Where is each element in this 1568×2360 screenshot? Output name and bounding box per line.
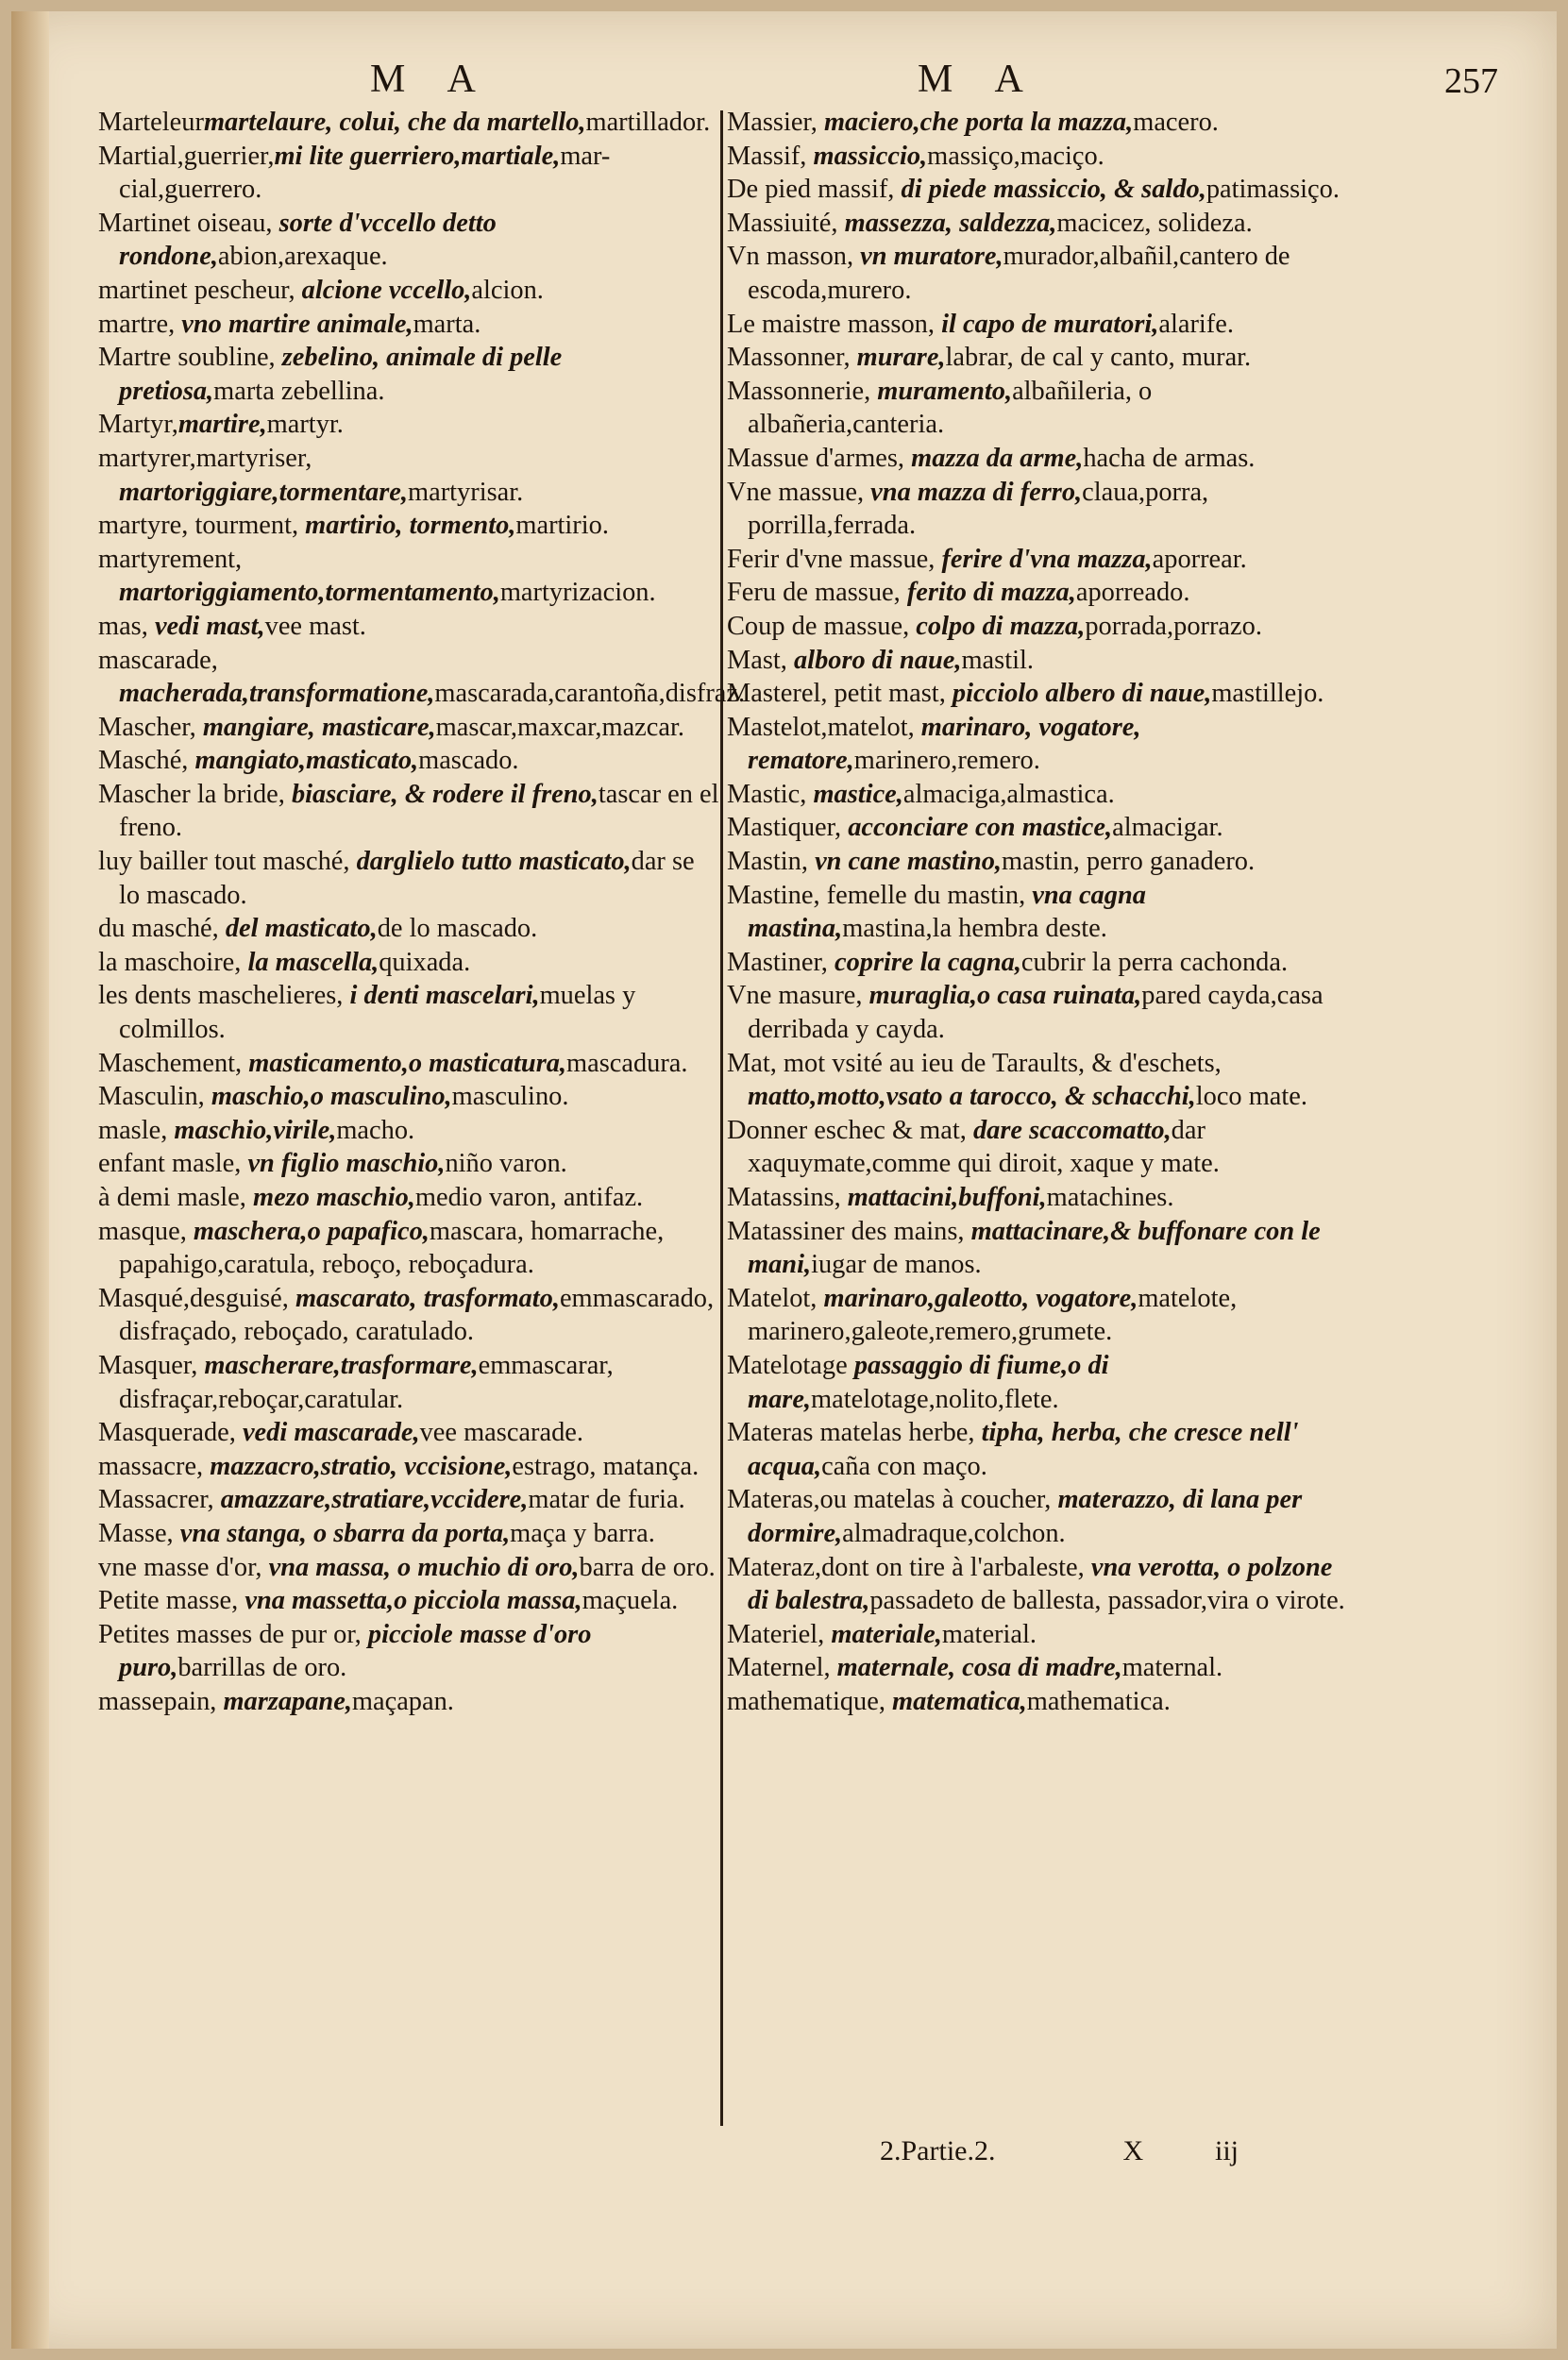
entry-text: Coup de massue,	[727, 611, 917, 641]
italian-translation: mangiato,masticato,	[194, 746, 419, 776]
italian-translation: matematica,	[892, 1686, 1027, 1716]
italian-translation: maciero,che porta la mazza,	[823, 108, 1134, 137]
entry-text: mathematique,	[727, 1686, 893, 1716]
entry-text: martinet pescheur,	[98, 275, 302, 305]
italian-translation: vna stanga, o sbarra da porta,	[179, 1518, 511, 1548]
italian-translation: darglielo tutto masticato,	[356, 847, 632, 877]
dictionary-entry	[727, 1047, 1350, 1114]
entry-text: alarife.	[1158, 309, 1234, 339]
entry-text: labrar, de cal y canto, murar.	[945, 343, 1252, 373]
entry-text: Ferir d'vne massue,	[727, 544, 942, 574]
italian-translation: dare scaccomatto,	[972, 1115, 1172, 1145]
entry-text: Massonnerie,	[727, 376, 878, 406]
entry-text: Massiuité,	[727, 208, 845, 238]
italian-translation: vn figlio maschio,	[247, 1149, 446, 1179]
entry-text: mascara, homarrache, papahigo,caratula, reboço, reboçadura.	[119, 1216, 665, 1280]
entry-text: aporreado.	[1075, 578, 1190, 608]
italian-translation: ferito di mazza,	[906, 578, 1076, 608]
left-column	[98, 106, 746, 1719]
entry-text: Marteleur	[98, 108, 204, 137]
entry-text: caña con maço.	[821, 1451, 987, 1481]
entry-text: barrillas de oro.	[177, 1653, 347, 1683]
dictionary-entry	[98, 1047, 721, 1081]
entry-text: Materas matelas herbe,	[727, 1418, 982, 1448]
entry-text: iugar de manos.	[811, 1250, 982, 1280]
entry-text: muelas y colmillos.	[119, 981, 636, 1045]
italian-translation: maternale, cosa di madre,	[836, 1653, 1122, 1683]
italian-translation: passaggio di fiume,o di mare,	[748, 1350, 1109, 1414]
italian-translation: la mascella,	[247, 947, 379, 977]
italian-translation: mascarato, trasformato,	[295, 1283, 560, 1313]
entry-text: Massacrer,	[98, 1485, 221, 1515]
italian-translation: maschio,o masculino,	[211, 1082, 452, 1112]
entry-text: marta.	[413, 309, 481, 339]
italian-translation: mazzacro,stratio, vccisione,	[210, 1451, 513, 1481]
entry-text: martyrizacion.	[499, 578, 656, 608]
italian-translation: mastice,	[813, 779, 903, 809]
entry-text: alcion.	[471, 275, 544, 305]
dictionary-entry	[727, 1551, 1350, 1618]
dictionary-entry	[727, 778, 1350, 812]
entry-text: masculino.	[451, 1082, 569, 1112]
entry-text: Le maistre masson,	[727, 309, 942, 339]
dictionary-entry	[727, 240, 1350, 307]
entry-text: luy bailler tout masché,	[98, 847, 357, 877]
entry-text: pared cayda,casa derribada y cayda.	[748, 981, 1324, 1045]
entry-text: maçapan.	[351, 1686, 454, 1716]
entry-text: vee mast.	[264, 611, 366, 641]
dictionary-entry	[98, 308, 721, 342]
dictionary-entry	[727, 476, 1350, 543]
dictionary-entry	[98, 1215, 721, 1282]
entry-text: quixada.	[379, 947, 471, 977]
italian-translation: vedi mascarade,	[242, 1418, 420, 1448]
entry-text: Martial,guerrier,	[98, 141, 275, 171]
dictionary-entry	[98, 610, 721, 644]
italian-translation: del masticato,	[225, 914, 378, 944]
dictionary-entry	[727, 106, 1350, 140]
dictionary-entry	[98, 106, 721, 140]
dictionary-entry	[727, 1618, 1350, 1652]
entry-text: macho.	[336, 1115, 415, 1145]
dictionary-entry	[98, 1416, 721, 1450]
entry-text: Masquer,	[98, 1350, 205, 1380]
dictionary-entry	[98, 408, 721, 442]
entry-text: martre,	[98, 309, 182, 339]
dictionary-entry	[727, 711, 1350, 778]
entry-text: vne masse d'or,	[98, 1552, 269, 1582]
italian-translation: di piede massiccio, & saldo,	[901, 175, 1206, 205]
entry-text: abion,arexaque.	[217, 242, 388, 272]
entry-text: Masché,	[98, 746, 195, 776]
dictionary-entry	[727, 1685, 1350, 1719]
italian-translation: vna massetta,o picciola massa,	[244, 1586, 582, 1616]
dictionary-entry	[98, 1517, 721, 1551]
entry-text: Mastiner,	[727, 947, 835, 977]
entry-text: Matelot,	[727, 1283, 824, 1313]
italian-translation: murare,	[856, 343, 946, 373]
dictionary-entry	[727, 1349, 1350, 1416]
entry-text: martirio.	[515, 511, 609, 541]
italian-translation: muramento,	[877, 376, 1013, 406]
dictionary-entry	[98, 1685, 721, 1719]
entry-text: tascar en el freno.	[119, 779, 719, 843]
entry-text: emmascarar, disfraçar,reboçar,caratular.	[119, 1350, 614, 1414]
entry-text: mascarade,	[98, 645, 218, 675]
italian-translation: vedi mast,	[154, 611, 265, 641]
italian-translation: acconciare con mastice,	[848, 813, 1113, 843]
entry-text: Mastine, femelle du mastin,	[727, 880, 1033, 910]
dictionary-entry	[98, 1551, 721, 1585]
entry-text: mastina,la hembra deste.	[842, 914, 1107, 944]
entry-text: Vne massue,	[727, 477, 871, 507]
italian-translation: massiccio,	[813, 141, 928, 171]
italian-translation: alboro di naue,	[793, 645, 962, 675]
dictionary-entry	[727, 375, 1350, 442]
dictionary-entry	[727, 610, 1350, 644]
entry-text: Mascher la bride,	[98, 779, 292, 809]
entry-text: Masculin,	[98, 1082, 211, 1112]
italian-translation: amazzare,stratiare,vccidere,	[220, 1485, 529, 1515]
entry-text: De pied massif,	[727, 175, 902, 205]
dictionary-entry	[98, 912, 721, 946]
entry-text: Mat, mot vsité au ieu de Taraults, & d'eschets,	[727, 1048, 1222, 1078]
dictionary-entry	[727, 1215, 1350, 1282]
dictionary-entry	[98, 1483, 721, 1517]
entry-text: mathematica.	[1026, 1686, 1171, 1716]
entry-text: Mascher,	[98, 712, 203, 742]
dictionary-entry	[727, 1282, 1350, 1349]
dictionary-entry	[727, 1483, 1350, 1550]
entry-text: emmascarado, disfraçado, reboçado, caratulado.	[119, 1283, 715, 1347]
dictionary-entry	[98, 442, 721, 509]
italian-translation: vn muratore,	[860, 242, 1003, 272]
italian-translation: muraglia,o casa ruinata,	[868, 981, 1142, 1011]
page-footer	[880, 2135, 1408, 2167]
italian-translation: vna mazza di ferro,	[870, 477, 1083, 507]
italian-translation: colpo di mazza,	[916, 611, 1086, 641]
dictionary-entry	[98, 1618, 721, 1685]
entry-text: Matelotage	[727, 1350, 854, 1380]
dictionary-entry	[727, 442, 1350, 476]
italian-translation: il capo de muratori,	[941, 309, 1159, 339]
entry-text: massacre,	[98, 1451, 211, 1481]
entry-text: hacha de armas.	[1083, 443, 1256, 473]
italian-translation: vno martire animale,	[181, 309, 413, 339]
entry-text: murador,albañil,cantero de escoda,murero.	[748, 242, 1290, 305]
entry-text: estrago, matança.	[512, 1451, 700, 1481]
dictionary-entry	[98, 140, 721, 207]
dictionary-entry	[98, 644, 746, 711]
entry-text: marinero,remero.	[853, 746, 1040, 776]
dictionary-entry	[727, 946, 1350, 980]
entry-text: Masquerade,	[98, 1418, 243, 1448]
entry-text: material.	[941, 1619, 1037, 1649]
entry-text: mas,	[98, 611, 155, 641]
italian-translation: martire,	[177, 410, 267, 440]
dictionary-page	[11, 11, 1557, 2349]
dictionary-entry	[98, 509, 721, 543]
right-column	[727, 106, 1350, 1719]
dictionary-entry	[98, 946, 721, 980]
dictionary-entry	[727, 173, 1350, 207]
entry-text: Mastiquer,	[727, 813, 849, 843]
italian-translation: martoriggiare,tormentare,	[119, 477, 409, 507]
entry-text: martyrement,	[98, 544, 243, 574]
dictionary-entry	[727, 1416, 1350, 1483]
dictionary-entry	[98, 1282, 721, 1349]
entry-text: dar xaquymate,comme qui diroit, xaque y mate.	[748, 1115, 1220, 1179]
entry-text: martyr.	[266, 410, 344, 440]
entry-text: almaciga,almastica.	[902, 779, 1115, 809]
entry-text: Massonner,	[727, 343, 857, 373]
italian-translation: materiale,	[831, 1619, 942, 1649]
entry-text: mar-cial,guerrero.	[119, 141, 611, 205]
entry-text: mastil.	[961, 645, 1034, 675]
entry-text: masle,	[98, 1115, 175, 1145]
dictionary-entry	[98, 543, 721, 610]
entry-text: Martyr,	[98, 410, 178, 440]
entry-text: aporrear.	[1152, 544, 1247, 574]
italian-translation: vna cagna mastina,	[748, 880, 1146, 944]
italian-translation: masticamento,o masticatura,	[248, 1048, 567, 1078]
entry-text: enfant masle,	[98, 1149, 248, 1179]
entry-text: macicez, solideza.	[1056, 208, 1253, 238]
entry-text: Martre soubline,	[98, 343, 282, 373]
part-label: 2.Partie.2.	[880, 2135, 996, 2166]
entry-text: maça y barra.	[510, 1518, 655, 1548]
italian-translation: martelaure, colui, che da martello,	[203, 108, 586, 137]
entry-text: mascadura.	[566, 1048, 688, 1078]
italian-translation: mattacinare,& buffonare con le mani,	[748, 1216, 1321, 1280]
dictionary-entry	[98, 1147, 721, 1181]
entry-text: Petites masses de pur or,	[98, 1619, 368, 1649]
entry-text: Vne masure,	[727, 981, 869, 1011]
dictionary-entry	[727, 308, 1350, 342]
entry-text: Petite masse,	[98, 1586, 245, 1616]
dictionary-entry	[727, 644, 1350, 678]
entry-text: mascarada,carantoña,disfraz.	[434, 679, 746, 709]
italian-translation: picciolo albero di naue,	[952, 679, 1212, 709]
entry-text: martyrer,martyriser,	[98, 443, 312, 473]
entry-text: Maternel,	[727, 1653, 837, 1683]
italian-translation: zebelino, animale di pelle pretiosa,	[119, 343, 563, 406]
entry-text: matelote, marinero,galeote,remero,grumete.	[748, 1283, 1238, 1347]
entry-text: martillador.	[585, 108, 711, 137]
italian-translation: maschera,o papafico,	[193, 1216, 430, 1246]
entry-text: de lo mascado.	[377, 914, 538, 944]
dictionary-entry	[98, 207, 721, 274]
entry-text: passadeto de ballesta, passador,vira o virote.	[869, 1586, 1345, 1616]
italian-translation: marinaro, vogatore, rematore,	[748, 712, 1141, 776]
dictionary-entry	[98, 274, 721, 308]
dictionary-entry	[98, 1181, 721, 1215]
italian-translation: ferire d'vna mazza,	[941, 544, 1153, 574]
entry-text: Maschement,	[98, 1048, 249, 1078]
italian-translation: vn cane mastino,	[815, 847, 1003, 877]
entry-text: marta zebellina.	[213, 376, 385, 406]
italian-translation: martoriggiamento,tormentamento,	[119, 578, 500, 608]
entry-text: Massue d'armes,	[727, 443, 912, 473]
entry-text: à demi masle,	[98, 1183, 253, 1212]
entry-text: porrada,porrazo.	[1085, 611, 1262, 641]
page-number: 257	[1444, 61, 1498, 101]
entry-text: Mast,	[727, 645, 794, 675]
entry-text: medio varon, antifaz.	[414, 1183, 644, 1212]
dictionary-entry	[98, 979, 721, 1046]
italian-translation: sorte d'vccello detto rondone,	[119, 208, 497, 272]
italian-translation: vna verotta, o polzone di balestra,	[748, 1552, 1333, 1616]
running-head-left: M A	[370, 58, 493, 101]
italian-translation: mattacini,buffoni,	[847, 1183, 1047, 1212]
dictionary-entry	[98, 341, 721, 408]
entry-text: masque,	[98, 1216, 194, 1246]
entry-text: mastillejo.	[1211, 679, 1324, 709]
italian-translation: picciole masse d'oro puro,	[119, 1619, 592, 1683]
dictionary-entry	[98, 744, 721, 778]
italian-translation: marzapane,	[223, 1686, 352, 1716]
leaf-number: iij	[1215, 2135, 1239, 2166]
dictionary-entry	[727, 879, 1350, 946]
italian-translation: vna massa, o muchio di oro,	[268, 1552, 580, 1582]
entry-text: vee mascarade.	[419, 1418, 583, 1448]
entry-text: almadraque,colchon.	[842, 1518, 1066, 1548]
signature-mark: X	[1122, 2135, 1144, 2166]
dictionary-entry	[727, 979, 1350, 1046]
dictionary-entry	[98, 778, 721, 845]
entry-text: patimassiço.	[1206, 175, 1340, 205]
entry-text: dar se lo mascado.	[119, 847, 695, 910]
italian-translation: martirio, tormento,	[305, 511, 516, 541]
entry-text: niño varon.	[445, 1149, 567, 1179]
dictionary-entry	[727, 207, 1350, 241]
dictionary-entry	[98, 1114, 721, 1148]
entry-text: Matassiner des mains,	[727, 1216, 971, 1246]
entry-text: Vn masson,	[727, 242, 861, 272]
dictionary-entry	[727, 1181, 1350, 1215]
entry-text: mascado.	[418, 746, 519, 776]
dictionary-entry	[727, 1114, 1350, 1181]
italian-translation: mangiare, masticare,	[202, 712, 436, 742]
page-edge	[11, 11, 49, 2349]
italian-translation: alcione vccello,	[301, 275, 472, 305]
entry-text: albañileria, o albañeria,canteria.	[748, 376, 1153, 440]
entry-text: Massier,	[727, 108, 824, 137]
dictionary-entry	[98, 711, 721, 745]
italian-translation: massezza, saldezza,	[844, 208, 1057, 238]
entry-text: matachines.	[1046, 1183, 1174, 1212]
italian-translation: mazza da arme,	[911, 443, 1084, 473]
running-head-right: M A	[918, 58, 1040, 101]
dictionary-entry	[727, 845, 1350, 879]
dictionary-entry	[98, 1584, 721, 1618]
dictionary-entry	[98, 1450, 721, 1484]
entry-text: Mastin,	[727, 847, 816, 877]
entry-text: claua,porra, porrilla,ferrada.	[748, 477, 1209, 541]
entry-text: Masqué,desguisé,	[98, 1283, 295, 1313]
italian-translation: marinaro,galeotto, vogatore,	[823, 1283, 1138, 1313]
entry-text: Materiel,	[727, 1619, 832, 1649]
dictionary-entry	[98, 1080, 721, 1114]
entry-text: martyrisar.	[408, 477, 524, 507]
dictionary-entry	[98, 845, 721, 912]
italian-translation: mi lite guerriero,martiale,	[274, 141, 561, 171]
entry-text: Materaz,dont on tire à l'arbaleste,	[727, 1552, 1091, 1582]
italian-translation: i denti mascelari,	[349, 981, 540, 1011]
entry-text: les dents maschelieres,	[98, 981, 350, 1011]
entry-text: matar de furia.	[528, 1485, 685, 1515]
dictionary-entry	[727, 811, 1350, 845]
dictionary-entry	[727, 341, 1350, 375]
italian-translation: tipha, herba, che cresce nell' acqua,	[748, 1418, 1299, 1481]
entry-text: massiço,maciço.	[927, 141, 1104, 171]
entry-text: Matassins,	[727, 1183, 848, 1212]
entry-text: Mastelot,matelot,	[727, 712, 921, 742]
dictionary-entry	[727, 1651, 1350, 1685]
entry-text: Masse,	[98, 1518, 180, 1548]
entry-text: Masterel, petit mast,	[727, 679, 953, 709]
entry-text: almacigar.	[1112, 813, 1223, 843]
italian-translation: coprire la cagna,	[834, 947, 1021, 977]
entry-text: martyre, tourment,	[98, 511, 306, 541]
entry-text: massepain,	[98, 1686, 224, 1716]
entry-text: mascar,maxcar,mazcar.	[435, 712, 684, 742]
entry-text: du masché,	[98, 914, 226, 944]
entry-text: Materas,ou matelas à coucher,	[727, 1485, 1058, 1515]
dictionary-entry	[727, 576, 1350, 610]
entry-text: cubrir la perra cachonda.	[1020, 947, 1289, 977]
entry-text: Feru de massue,	[727, 578, 907, 608]
entry-text: maternal.	[1121, 1653, 1223, 1683]
italian-translation: matto,motto,vsato a tarocco, & schacchi,	[748, 1082, 1196, 1112]
dictionary-entry	[727, 543, 1350, 577]
entry-text: Martinet oiseau,	[98, 208, 279, 238]
italian-translation: materazzo, di lana per dormire,	[748, 1485, 1303, 1548]
dictionary-entry	[727, 140, 1350, 174]
italian-translation: maschio,virile,	[174, 1115, 337, 1145]
italian-translation: mascherare,trasformare,	[204, 1350, 479, 1380]
entry-text: maçuela.	[582, 1586, 679, 1616]
entry-text: loco mate.	[1195, 1082, 1307, 1112]
entry-text: Donner eschec & mat,	[727, 1115, 973, 1145]
entry-text: Massif,	[727, 141, 814, 171]
entry-text: mastin, perro ganadero.	[1002, 847, 1256, 877]
dictionary-entry	[98, 1349, 721, 1416]
italian-translation: mezo maschio,	[252, 1183, 415, 1212]
entry-text: matelotage,nolito,flete.	[811, 1384, 1059, 1414]
entry-text: la maschoire,	[98, 947, 248, 977]
entry-text: Mastic,	[727, 779, 814, 809]
italian-translation: macherada,transformatione,	[119, 679, 435, 709]
entry-text: macero.	[1133, 108, 1219, 137]
italian-translation: biasciare, & rodere il freno,	[291, 779, 599, 809]
dictionary-entry	[727, 677, 1350, 711]
entry-text: barra de oro.	[579, 1552, 716, 1582]
